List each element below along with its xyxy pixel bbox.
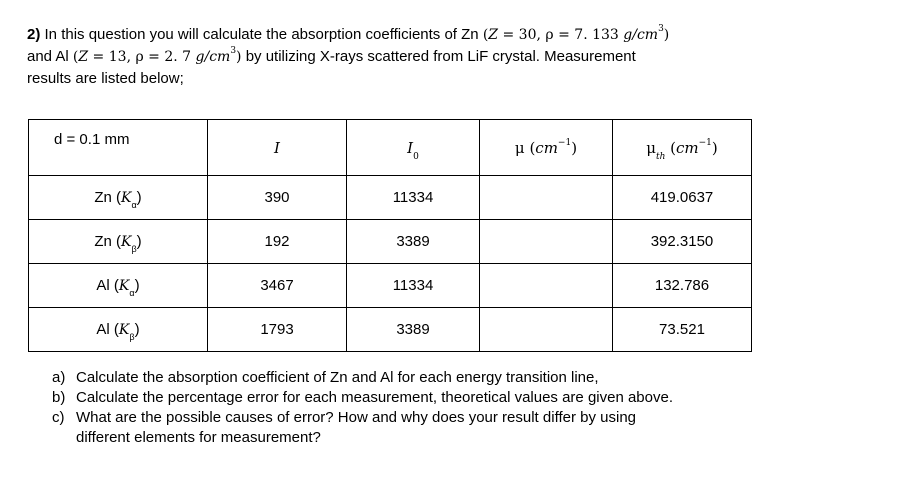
question-continuation — [52, 428, 673, 448]
question-text: What are the possible causes of error? How and why does your result differ by using — [76, 409, 637, 426]
initial-intensity-cell: 11334 — [347, 176, 480, 220]
mu-theoretical-cell: 419.0637 — [613, 176, 752, 220]
intensity-cell: 1793 — [208, 308, 347, 352]
row-label: Zn $(K_\beta)$ — [29, 220, 208, 264]
initial-intensity-cell: 3389 — [347, 220, 480, 264]
question-item — [52, 408, 673, 428]
row-label: Zn $(K_\alpha)$ — [29, 176, 208, 220]
question-label: a) — [52, 369, 66, 386]
intro-text-2a: and Al — [27, 48, 69, 65]
mu-header: μ $(cm^{-1})$ — [480, 120, 613, 176]
question-item — [52, 368, 673, 388]
intro-text-2b: by utilizing X-rays scattered from LiF crystal. Measurement — [245, 48, 636, 65]
row-label: Al $(K_\beta)$ — [29, 308, 208, 352]
table-header-row — [29, 120, 752, 176]
intensity-header: I — [208, 120, 347, 176]
mu-cell — [480, 264, 613, 308]
initial-intensity-cell: 3389 — [347, 308, 480, 352]
mu-theoretical-cell: 132.786 — [613, 264, 752, 308]
measurement-table — [28, 119, 752, 352]
question-label: c) — [52, 409, 65, 426]
table-row — [29, 220, 752, 264]
question-text: Calculate the absorption coefficient of Zn and Al for each energy transition line, — [76, 369, 599, 386]
al-properties: (Z = 13, ρ = 2. 7 $g/cm^3$) — [72, 46, 242, 65]
intensity-cell: 390 — [208, 176, 347, 220]
question-text: different elements for measurement? — [76, 429, 321, 446]
mu-theoretical-cell: 392.3150 — [613, 220, 752, 264]
question-text: Calculate the percentage error for each measurement, theoretical values are given above. — [76, 389, 674, 406]
thickness-header: d = 0.1 mm — [29, 120, 208, 176]
row-label: Al $(K_\alpha)$ — [29, 264, 208, 308]
problem-statement — [27, 24, 887, 90]
mu-cell — [480, 308, 613, 352]
mu-cell — [480, 220, 613, 264]
table-row — [29, 176, 752, 220]
mu-theoretical-header: $\mu_{th}$ $(cm^{-1})$ — [613, 120, 752, 176]
initial-intensity-cell: 11334 — [347, 264, 480, 308]
intro-text-1: In this question you will calculate the absorption coefficients of Zn — [44, 26, 479, 43]
question-number: 2) — [27, 26, 41, 43]
mu-cell — [480, 176, 613, 220]
problem-line-2 — [27, 46, 887, 68]
problem-line-3: results are listed below; — [27, 70, 184, 87]
question-label: b) — [52, 389, 66, 406]
problem-line-1 — [27, 24, 887, 46]
intensity-cell: 192 — [208, 220, 347, 264]
initial-intensity-header: $I_0$ — [347, 120, 480, 176]
question-item — [52, 388, 673, 408]
mu-theoretical-cell: 73.521 — [613, 308, 752, 352]
table-row — [29, 264, 752, 308]
zn-properties: (Z = 30, ρ = 7. 133 $g/cm^3$) — [482, 24, 670, 43]
table-row — [29, 308, 752, 352]
intensity-cell: 3467 — [208, 264, 347, 308]
question-list — [52, 368, 673, 448]
